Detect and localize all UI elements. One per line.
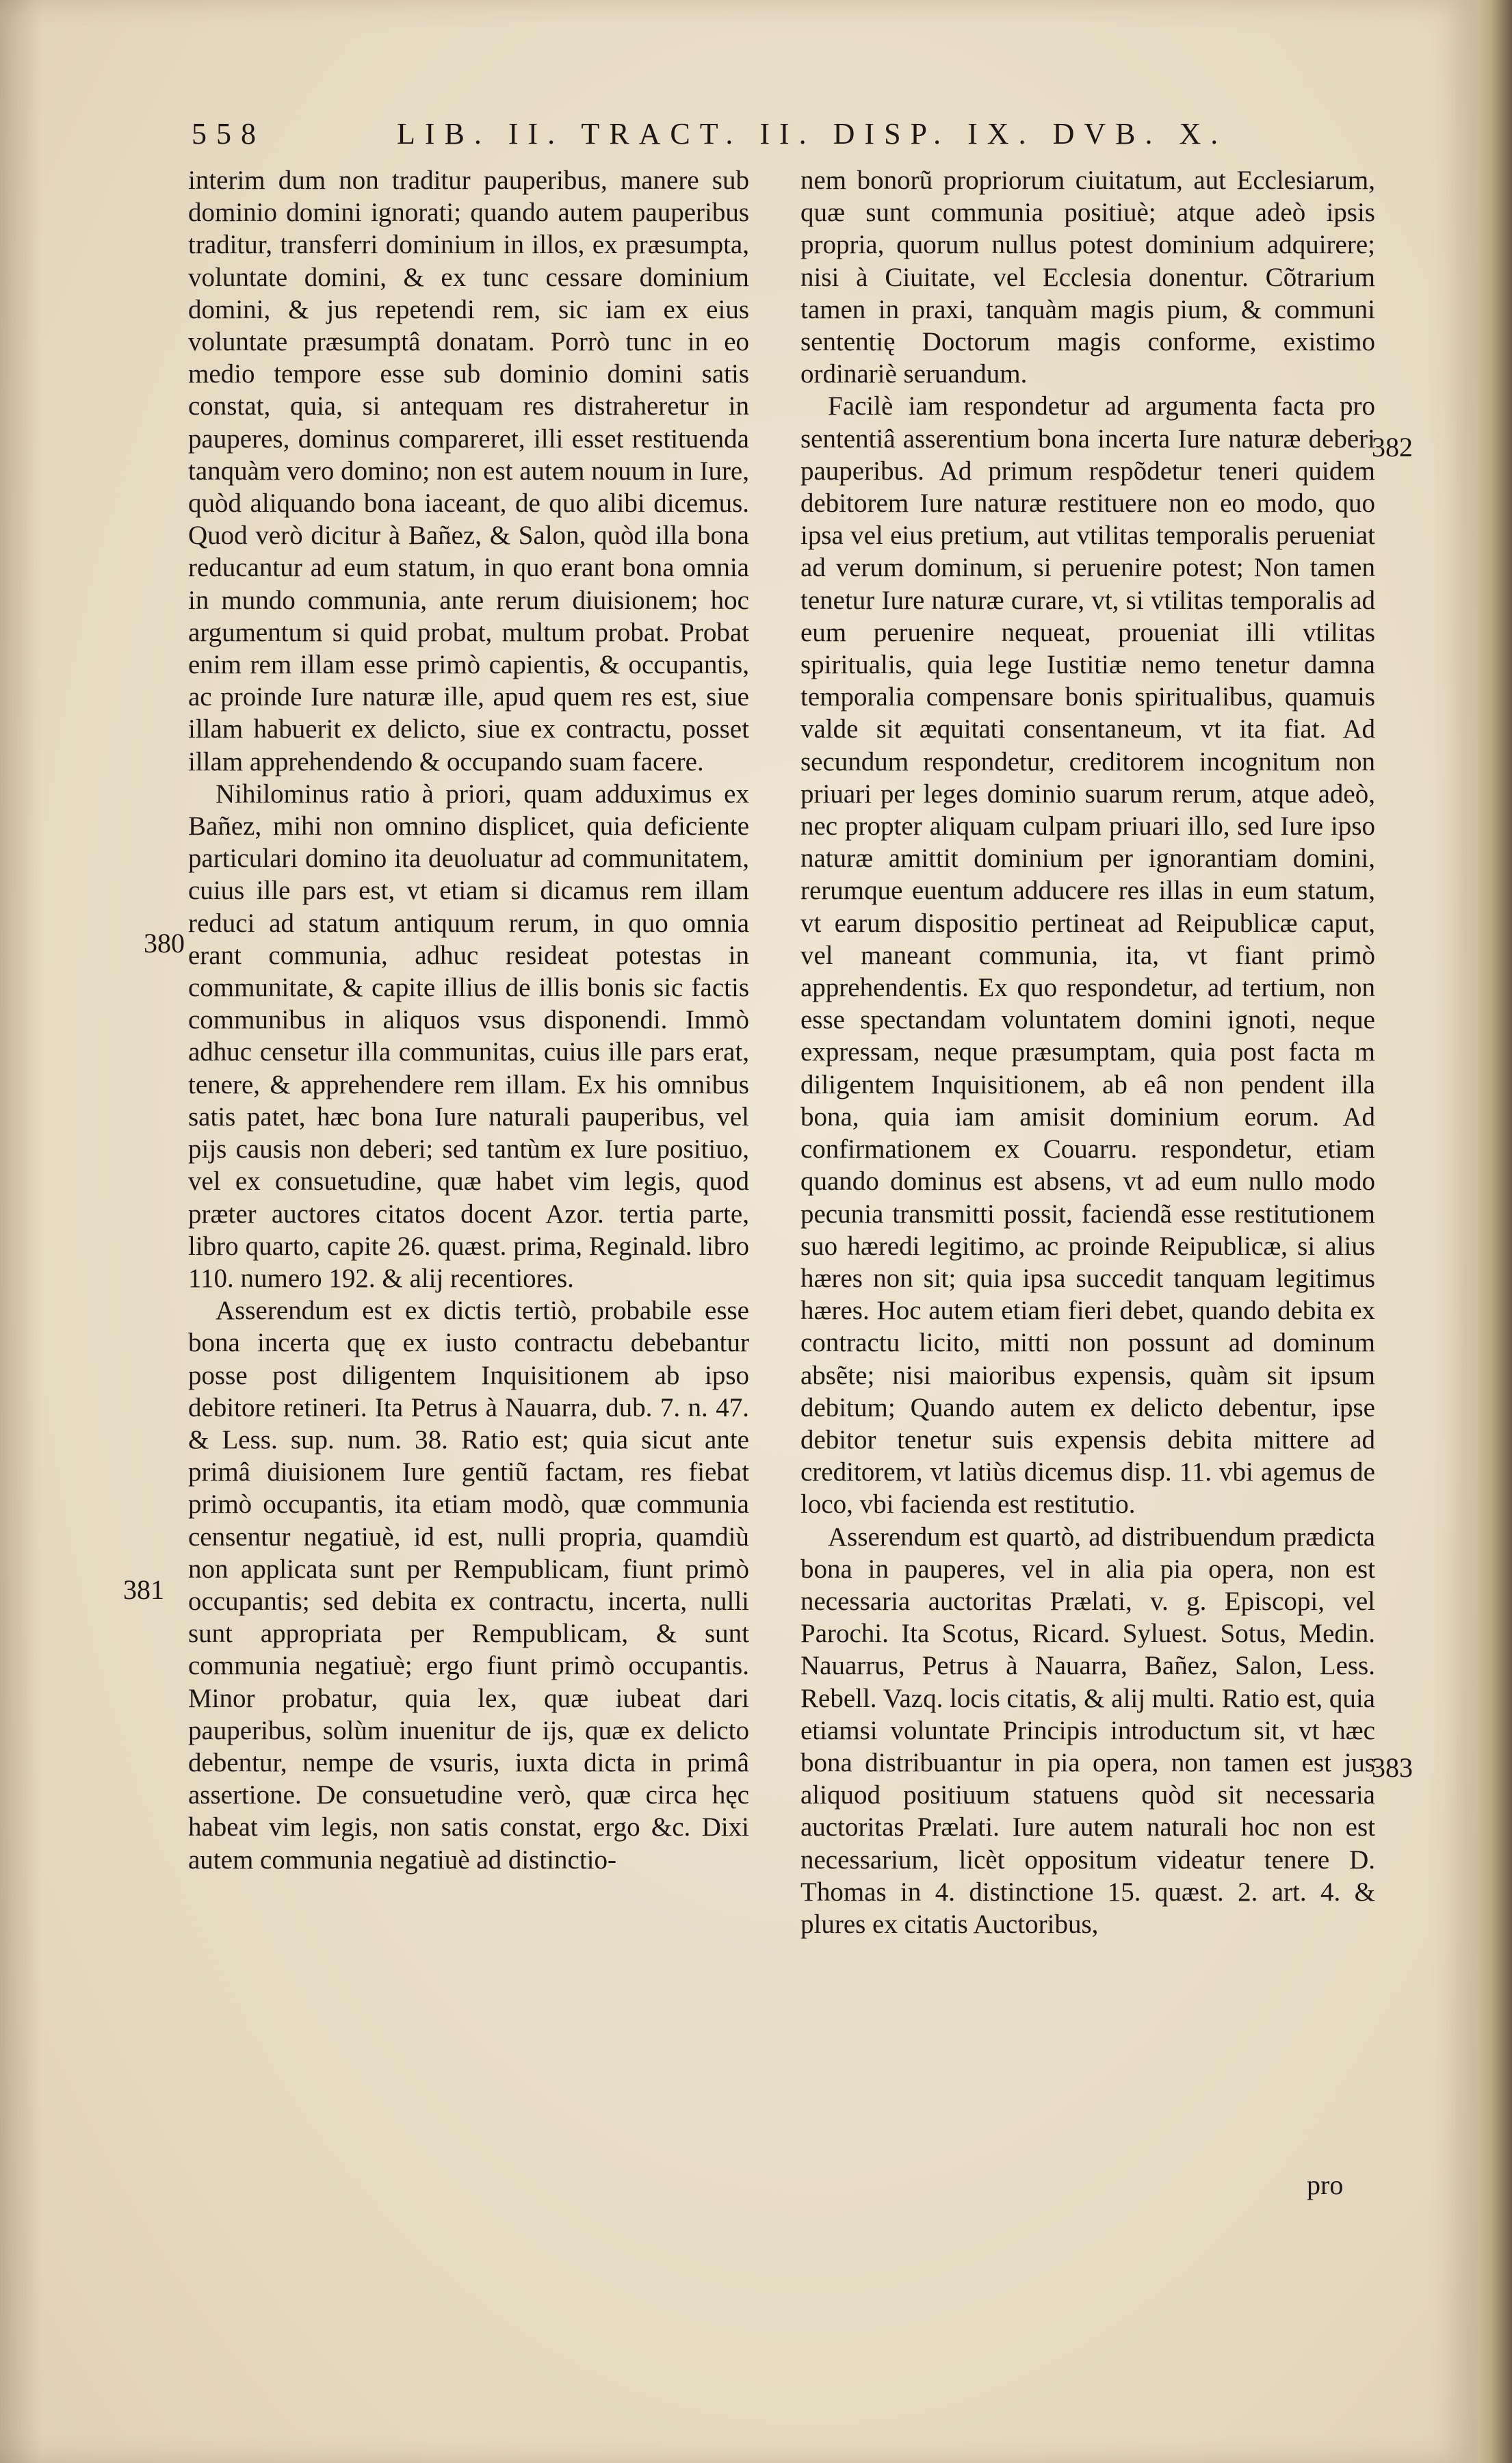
page-edge bbox=[1478, 0, 1512, 2463]
spine-shadow bbox=[0, 0, 41, 2463]
left-paragraph-1: interim dum non traditur pauperibus, manere sub dominio domini ignorati; quando autem pauperibus traditur, transferri dominium in illos, ex præsumpta, voluntate domini, & ex tunc cessare dominium domini, & jus repetendi rem, sic iam ex eius voluntate præsumptâ donatam. Porrò tunc in eo medio tempore esse sub dominio domini satis constat, quia, si antequam res distraheretur in pauperes, dominus compareret, illi esset restituenda tanquàm vero domino; non est autem nouum in Iure, quòd aliquando bona iaceant, de quo alibi dicemus. Quod verò dicitur à Bañez, & Salon, quòd illa bona reducantur ad eum statum, in quo erant bona omnia in mundo communia, ante rerum diuisionem; hoc argumentum si quid probat, multum probat. Probat enim rem illam esse primò capientis, & occupantis, ac proinde Iure naturæ ille, apud quem res est, siue illam habuerit ex delicto, siue ex contractu, posset illam apprehendendo & occupando suam facere. bbox=[188, 166, 749, 777]
right-column bbox=[800, 164, 1375, 1940]
left-column bbox=[188, 164, 749, 1876]
right-paragraph-3: Asserendum est quartò, ad distribuendum prædicta bona in pauperes, vel in alia pia opera, non est necessaria auctoritas Prælati, v. g. Episcopi, vel Parochi. Ita Scotus, Ricard. Syluest. Sotus, Medin. Nauarrus, Petrus à Nauarra, Bañez, Salon, Less. Rebell. Vazq. locis citatis, & alij multi. Ratio est, quia etiamsi voluntate Principis introductum sit, vt hæc bona distribuantur in pia opera, non tamen est jus aliquod positiuum statuens quòd sit necessaria auctoritas Prælati. Iure autem naturali hoc non est necessarium, licèt oppositum videatur tenere D. Thomas in 4. distinctione 15. quæst. 2. art. 4. & plures ex citatis Auctoribus, bbox=[800, 1522, 1375, 1939]
page-number: 558 bbox=[192, 117, 265, 151]
left-paragraph-3: Asserendum est ex dictis tertiò, probabile esse bona incerta quę ex iusto contractu debebantur posse post diligentem Inquisitionem ab ipso debitore retineri. Ita Petrus à Nauarra, dub. 7. n. 47. & Less. sup. num. 38. Ratio est; quia sicut ante primâ diuisionem Iure gentiũ factam, res fiebat primò occupantis, ita etiam modò, quæ communia censentur negatiuè, id est, nulli propria, quamdiù non applicata sunt per Rempublicam, fiunt primò occupantis; sed debita ex contractu, incerta, nulli sunt appropriata per Rempublicam, & sunt communia negatiuè; ergo fiunt primò occupantis. Minor probatur, quia lex, quæ iubeat dari pauperibus, solùm inuenitur de ijs, quæ ex delicto debentur, nempe de vsuris, iuxta dicta in primâ assertione. De consuetudine verò, quæ circa hęc habeat vim legis, non satis constat, ergo &c. Dixi autem communia negatiuè ad distinctio- bbox=[188, 1296, 749, 1875]
margin-number-383: 383 bbox=[1372, 1752, 1413, 1783]
margin-number-382: 382 bbox=[1372, 432, 1413, 462]
margin-number-380: 380 bbox=[144, 928, 185, 959]
margin-number-381: 381 bbox=[123, 1574, 164, 1605]
catchword: pro bbox=[1307, 2169, 1344, 2200]
page-header bbox=[192, 116, 1382, 164]
left-paragraph-2: Nihilominus ratio à priori, quam adduximus ex Bañez, mihi non omnino displicet, quia deficiente particulari domino ita deuoluatur ad communitatem, cuius ille pars est, vt etiam si dicamus rem illam reduci ad statum antiquum rerum, in quo omnia erant communia, adhuc resideat potestas in communitate, & capite illius de illis bonis sic factis communibus in aliquos vsus disponendi. Immò adhuc censetur illa communitas, cuius ille pars erat, tenere, & apprehendere rem illam. Ex his omnibus satis patet, hæc bona Iure naturali pauperibus, vel pijs causis non deberi; sed tantùm ex Iure positiuo, vel ex consuetudine, quæ habet vim legis, quod præter auctores citatos docent Azor. tertia parte, libro quarto, capite 26. quæst. prima, Reginald. libro 110. numero 192. & alij recentiores. bbox=[188, 779, 749, 1293]
running-head: LIB. II. TRACT. II. DISP. IX. DVB. X. bbox=[397, 117, 1228, 151]
right-paragraph-1: nem bonorũ propriorum ciuitatum, aut Ecclesiarum, quæ sunt communia positiuè; atque adeò ipsis propria, quorum nullus potest dominium adquirere; nisi à Ciuitate, vel Ecclesia donentur. Cõtrarium tamen in praxi, tanquàm magis pium, & communi sententię Doctorum magis conforme, existimo ordinariè seruandum. bbox=[800, 166, 1375, 389]
right-paragraph-2: Facilè iam respondetur ad argumenta facta pro sententiâ asserentium bona incerta Iure naturæ deberi pauperibus. Ad primum respõdetur teneri quidem debitorem Iure naturæ restituere non eo modo, quo ipsa vel eius pretium, aut vtilitas temporalis perueniat ad verum dominum, si peruenire potest; Non tamen tenetur Iure naturæ curare, vt, si vtilitas temporalis ad eum peruenire nequeat, proueniat illi vtilitas spiritualis, quia lege Iustitiæ nemo tenetur damna temporalia compensare bonis spiritualibus, quamuis valde sit æquitati consentaneum, vt ita fiat. Ad secundum respondetur, creditorem incognitum non priuari per leges dominio suarum rerum, atque adeò, nec propter aliquam culpam priuari illo, sed Iure ipso naturæ amittit dominium per ignorantiam domini, rerumque euentum adducere res illas in eum statum, vt earum dispositio pertineat ad Reipublicæ caput, vel maneant communia, ita, vt fiant primò apprehendentis. Ex quo respondetur, ad tertium, non esse spectandam voluntatem domini ignoti, neque expressam, neque præsumptam, quia post facta m diligentem Inquisitionem, ab eâ non pendent illa bona, quia iam amisit dominium eorum. Ad confirmationem ex Couarru. respondetur, etiam quando dominus est absens, vt ad eum nullo modo pecunia transmitti possit, faciendã esse restitutionem suo hæredi legitimo, ac proinde Reipublicæ, si alius hæres non sit; quia ipsa succedit tanquam legitimus hæres. Hoc autem etiam fieri debet, quando debita ex contractu licito, mitti non possunt ad dominum absẽte; nisi maioribus expensis, quàm sit ipsum debitum; Quando autem ex delicto debentur, ipse debitor tenetur suis expensis debita mittere ad creditorem, vt latiùs dicemus disp. 11. vbi agemus de loco, vbi facienda est restitutio. bbox=[800, 391, 1375, 1520]
